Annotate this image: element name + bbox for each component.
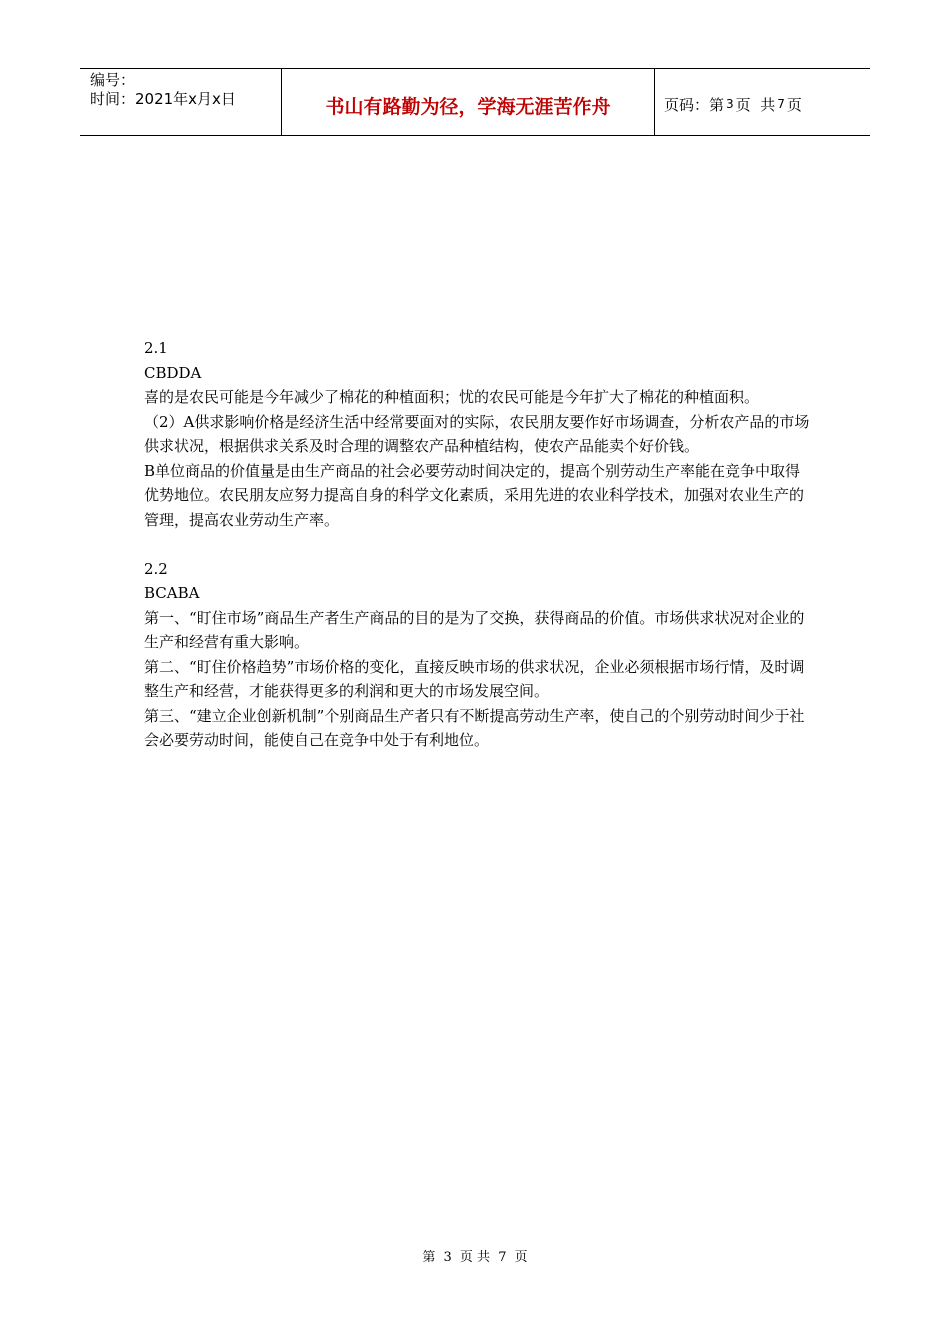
header-info-cell: [80, 69, 282, 135]
footer-mid: 页 共: [459, 1250, 491, 1265]
footer-prefix: 第: [422, 1250, 436, 1265]
footer-current: 3: [443, 1250, 452, 1265]
page-label: 页码：第: [664, 95, 725, 114]
header-page-cell: [655, 69, 870, 135]
serial-label: 编号：: [90, 71, 136, 89]
page-footer: [0, 1246, 950, 1265]
paragraph: 第一、“盯住市场”商品生产者生产商品的目的是为了交换，获得商品的价值。市场供求状况对企业的生产和经营有重大影响。: [144, 608, 805, 651]
paragraph: 喜的是农民可能是今年减少了棉花的种植面积；忧的农民可能是今年扩大了棉花的种植面积。: [144, 388, 760, 406]
document-body: [144, 336, 810, 753]
section-title: 2.1: [144, 339, 168, 357]
header-table: [80, 68, 870, 136]
page-mid: 页 共: [735, 95, 776, 114]
header-motto: 书山有路勤为径，学海无涯苦作舟: [282, 69, 655, 135]
page-total: 7: [777, 97, 785, 111]
answer-key: CBDDA: [144, 363, 202, 382]
page-current: 3: [726, 97, 734, 111]
time-label: 时间：2021年x月x日: [90, 90, 236, 108]
paragraph: B单位商品的价值量是由生产商品的社会必要劳动时间决定的，提高个别劳动生产率能在竞争中取得优势地位。农民朋友应努力提高自身的科学文化素质，采用先进的农业科学技术，加强对农业生产的管理，提高农业劳动生产率。: [144, 461, 805, 529]
section-title: 2.2: [144, 559, 168, 578]
paragraph: 第三、“建立企业创新机制”个别商品生产者只有不断提高劳动生产率，使自己的个别劳动时间少于社会必要劳动时间，能使自己在竞争中处于有利地位。: [144, 706, 805, 749]
footer-total: 7: [498, 1250, 507, 1265]
footer-suffix: 页: [514, 1250, 528, 1265]
paragraph: （2）A供求影响价格是经济生活中经常要面对的实际，农民朋友要作好市场调查，分析农产品的市场供求状况，根据供求关系及时合理的调整农产品种植结构，使农产品能卖个好价钱。: [144, 412, 810, 455]
answer-key: BCABA: [144, 584, 200, 602]
paragraph: 第二、“盯住价格趋势”市场价格的变化，直接反映市场的供求状况，企业必须根据市场行情，及时调整生产和经营，才能获得更多的利润和更大的市场发展空间。: [144, 657, 805, 700]
page-end: 页: [786, 95, 802, 114]
section-gap: [144, 532, 810, 557]
